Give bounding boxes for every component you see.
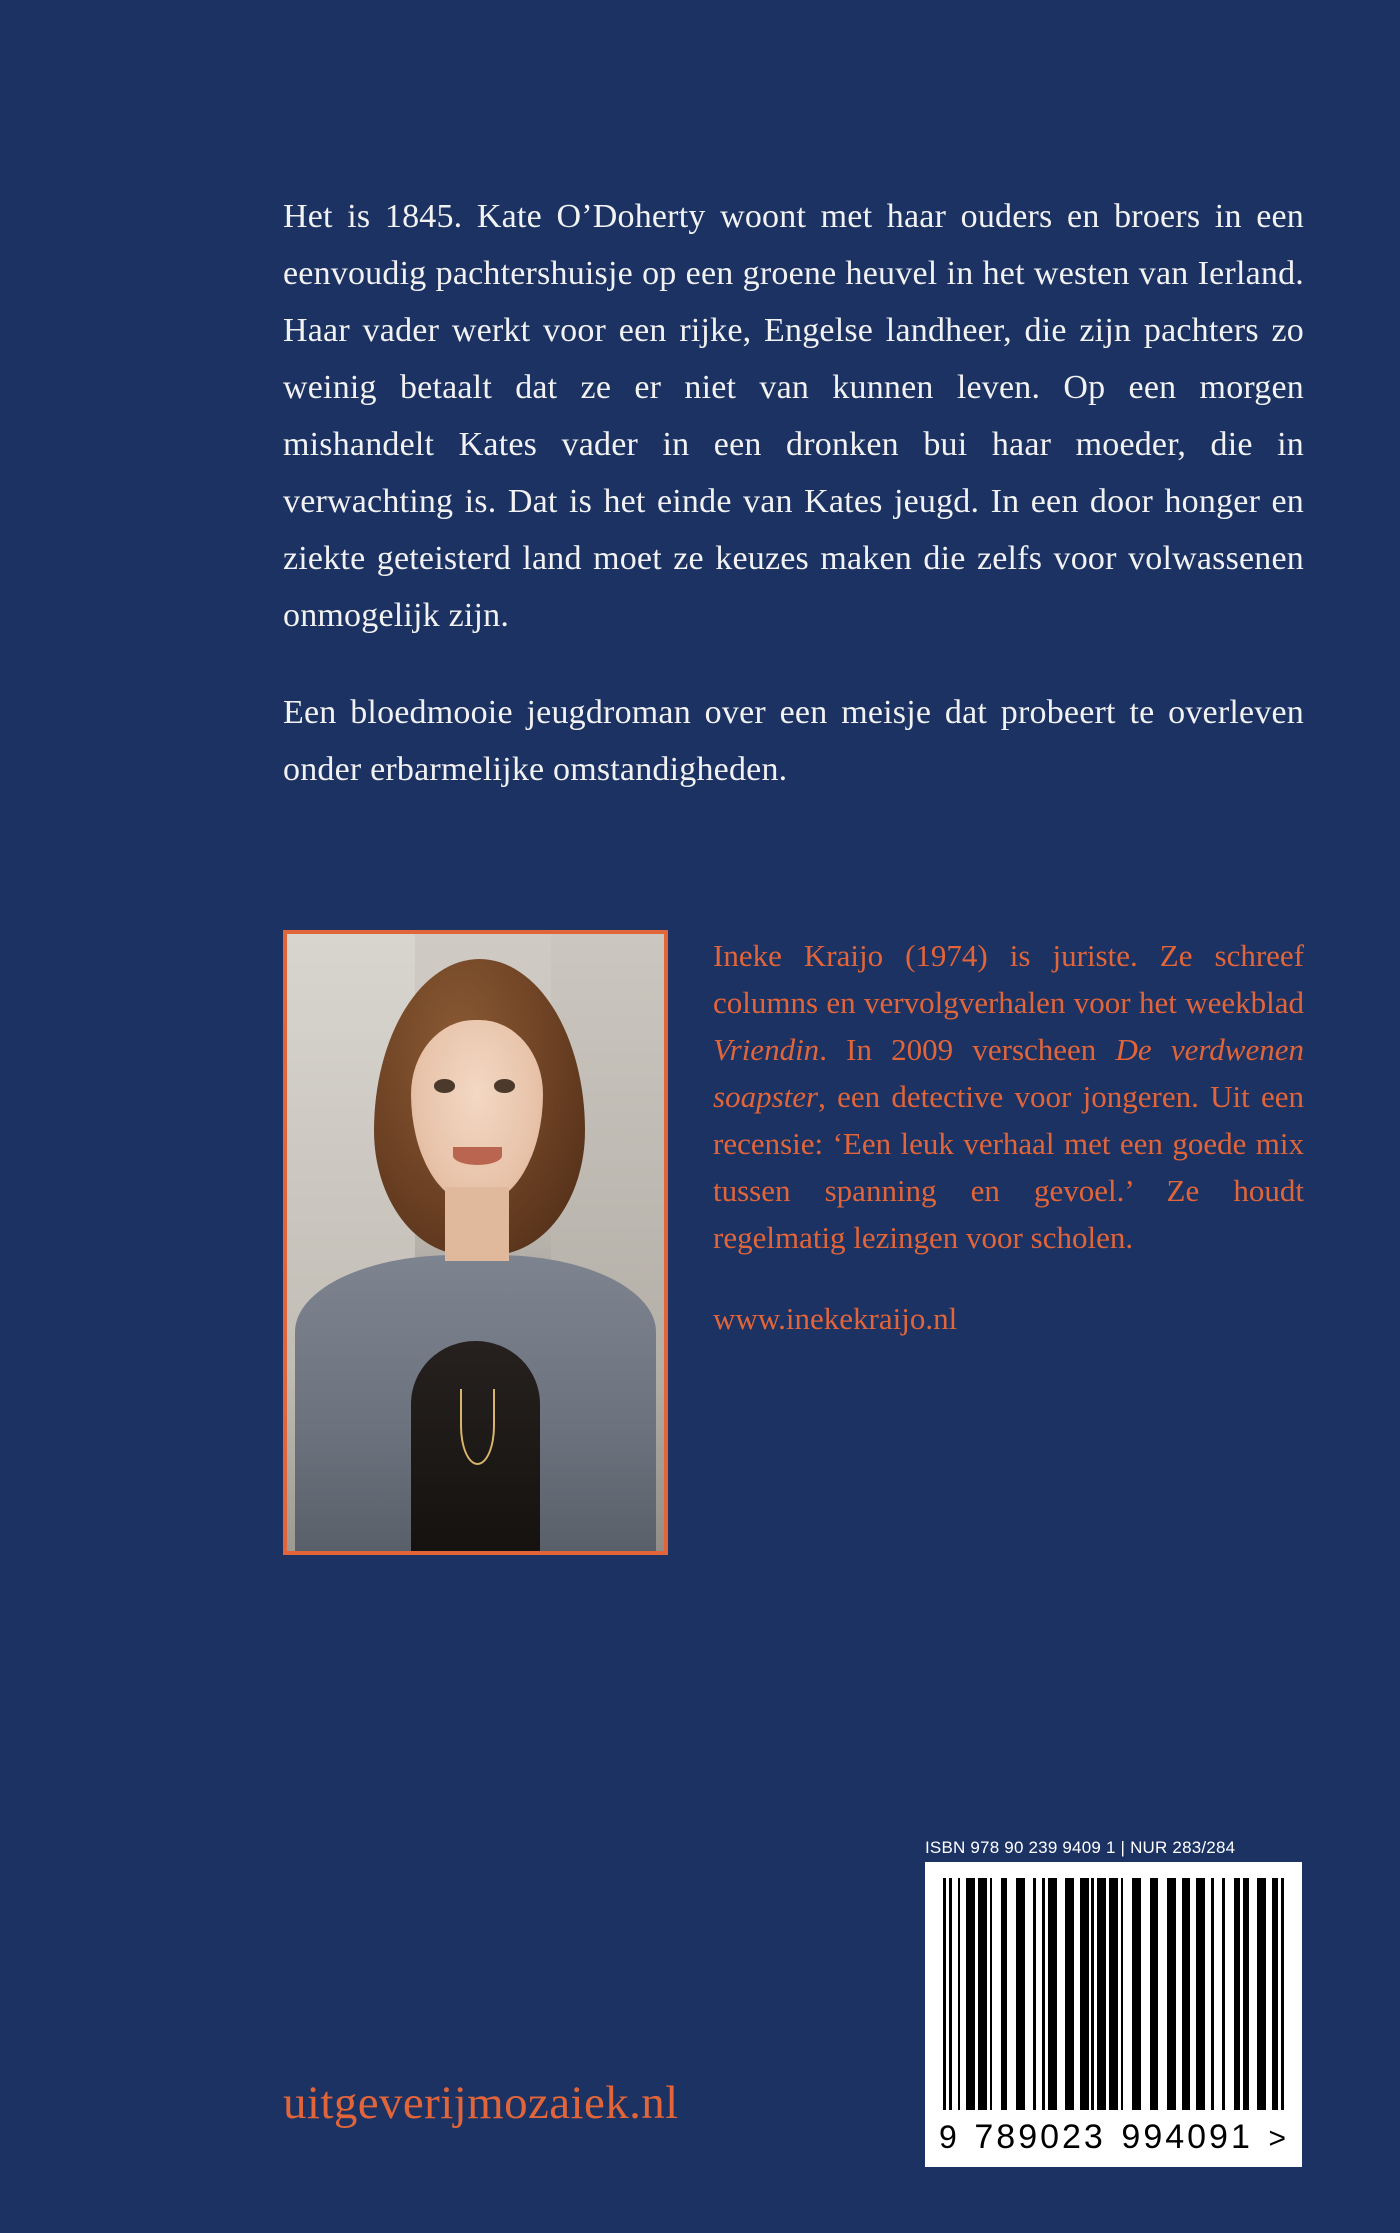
barcode-digit-group-2: 994091 [1121,2118,1253,2156]
barcode-digit-first: 9 [939,2119,959,2155]
barcode-bars [943,1878,1284,2110]
bio-text-2: . In 2009 verscheen [819,1032,1116,1067]
photo-eye-right [494,1079,515,1093]
photo-necklace [460,1389,494,1465]
barcode-digit-last: > [1268,2122,1288,2155]
blurb-paragraph-2: Een bloedmooie jeugdroman over een meisje dat probeert te overleven onder erbarmelijke omstandigheden. [283,694,1304,788]
bio-italic-soapster: De verdwenen soapster [713,1032,1304,1114]
bio-text-3: , een detective voor jongeren. Uit een recensie: ‘Een leuk verhaal met een goede mix tussen spanning en gevoel.’ Ze houdt regelmatig lezingen voor scholen. [713,1079,1304,1255]
isbn-line: ISBN 978 90 239 9409 1 | NUR 283/284 [925,1838,1236,1857]
author-bio [713,932,1304,1342]
barcode-digits [939,2118,1288,2157]
photo-eye-left [434,1079,455,1093]
bio-text-1: Ineke Kraijo (1974) is juriste. Ze schreef columns en vervolgverhalen voor het weekblad [713,938,1304,1020]
bio-italic-vriendin: Vriendin [713,1032,820,1067]
book-blurb [283,188,1304,798]
author-website[interactable]: www.inekekraijo.nl [713,1301,958,1336]
author-photo [283,930,668,1555]
photo-neck [445,1187,509,1261]
publisher-website[interactable]: uitgeverijmozaiek.nl [283,2077,679,2129]
barcode [925,1862,1302,2167]
author-bio-paragraph [713,932,1304,1261]
barcode-digit-group-1: 789023 [974,2118,1106,2156]
blurb-paragraph-1: Het is 1845. Kate O’Doherty woont met haar ouders en broers in een eenvoudig pachtershuisje op een groene heuvel in het westen van Ierland. Haar vader werkt voor een rijke, Engelse landheer, die zijn pachters zo weinig betaalt dat ze er niet van kunnen leven. Op een morgen mishandelt Kates vader in een dronken bui haar moeder, die in verwachting is. Dat is het einde van Kates jeugd. In een door honger en ziekte geteisterd land moet ze keuzes maken die zelfs voor volwassenen onmogelijk zijn. [283,198,1304,634]
